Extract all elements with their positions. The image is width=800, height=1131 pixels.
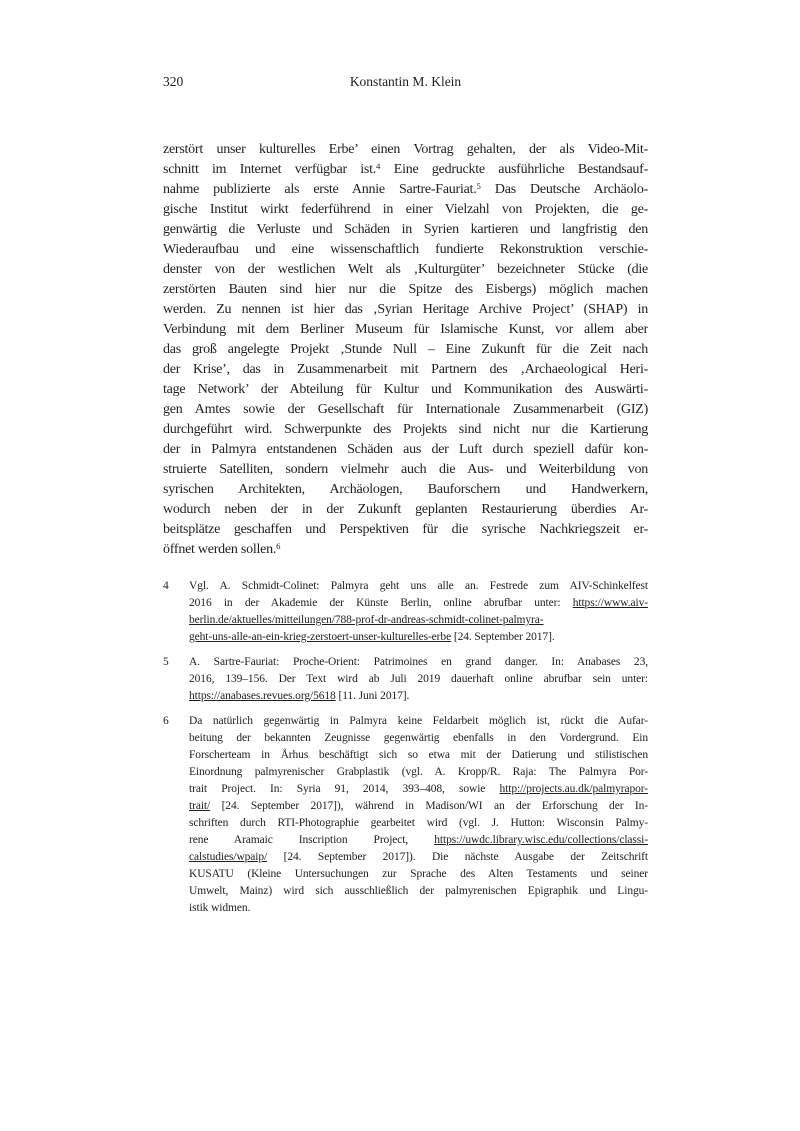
text-segment: gische Institut wirkt federführend in einer Vielzahl von Projekten, die ge- (163, 202, 648, 217)
text-segment: Verbindung mit dem Berliner Museum für Islamische Kunst, vor allem aber (163, 322, 648, 337)
hyperlink[interactable]: berlin.de/aktuelles/mitteilungen/788-prof-dr-andreas-schmidt-colinet-palmyra- (189, 614, 544, 626)
text-segment: [24. September 2017]. (451, 631, 555, 643)
text-line (163, 500, 648, 520)
text-line (189, 595, 648, 612)
text-line (163, 300, 648, 320)
text-line (163, 240, 648, 260)
hyperlink[interactable]: trait/ (189, 800, 211, 812)
text-line (189, 764, 648, 781)
text-line (189, 747, 648, 764)
text-segment: nahme publizierte als erste Annie Sartre-Fauriat. (163, 182, 477, 197)
text-line (189, 815, 648, 832)
text-line (163, 400, 648, 420)
footnote (163, 654, 648, 705)
text-segment: gen Amtes sowie der Gesellschaft für Internationale Zusammenarbeit (GIZ) (163, 402, 648, 417)
text-line (163, 460, 648, 480)
text-line (163, 180, 648, 200)
page-number: 320 (163, 74, 184, 89)
text-line (189, 578, 648, 595)
text-line (163, 420, 648, 440)
text-line (163, 340, 648, 360)
text-segment: 2016 in der Akademie der Künste Berlin, online abrufbar unter: (189, 597, 573, 609)
text-segment: Umwelt, Mainz) wird sich ausschließlich der palmyrenischen Epigraphik und Lingu- (189, 885, 648, 897)
text-segment: Vgl. A. Schmidt-Colinet: Palmyra geht uns alle an. Festrede zum AIV-Schinkelfest (189, 580, 648, 592)
text-segment: das groß angelegte Projekt ‚Stunde Null – Eine Zukunft für die Zeit nach (163, 342, 648, 357)
text-segment: tage Network’ der Abteilung für Kultur und Kommunikation des Auswärti- (163, 382, 648, 397)
text-line (163, 540, 648, 560)
text-segment: beitung der bekannten Zeugnisse gegenwärtig ebenfalls in den Vordergrund. Ein (189, 732, 648, 744)
text-segment: KUSATU (Kleine Untersuchungen zur Sprache des Alten Testaments und seiner (189, 868, 648, 880)
text-segment: denster von der westlichen Welt als ‚Kulturgüter’ bezeichneter Stücke (die (163, 262, 648, 277)
text-line (189, 900, 648, 917)
text-segment: [24. September 2017]), während in Madison/WI an der Erforschung der In- (210, 800, 648, 812)
text-segment: Eine gedruckte ausführliche Bestandsauf- (380, 162, 648, 177)
footnote (163, 713, 648, 917)
hyperlink[interactable]: geht-uns-alle-an-ein-krieg-zerstoert-unser-kulturelles-erbe (189, 631, 452, 643)
text-segment: wodurch neben der in der Zukunft geplanten Restaurierung überdies Ar- (163, 502, 648, 517)
text-segment: trait Project. In: Syria 91, 2014, 393–408, sowie (189, 783, 500, 795)
footnote-text (189, 654, 648, 705)
text-segment: schnitt im Internet verfügbar ist. (163, 162, 377, 177)
footnote-marker: 6 (276, 540, 281, 551)
text-line (189, 798, 648, 815)
text-segment: Einordnung palmyrenischer Grabplastik (vgl. A. Kropp/R. Raja: The Palmyra Por- (189, 766, 648, 778)
text-segment: der Krise’, das in Zusammenarbeit mit Partnern des ‚Archaeological Heri- (163, 362, 648, 377)
footnote-text (189, 713, 648, 917)
footnotes-section (163, 578, 648, 925)
text-line (189, 832, 648, 849)
text-segment: Forscherteam in Århus beschäftigt sich so etwa mit der Datierung und stilistischen (189, 749, 648, 761)
hyperlink[interactable]: https://www.aiv- (572, 597, 648, 609)
text-segment: struierte Satelliten, sondern vielmehr auch die Aus- und Weiterbildung von (163, 462, 648, 477)
text-line (163, 160, 648, 180)
text-line (189, 866, 648, 883)
text-segment: Da natürlich gegenwärtig in Palmyra keine Feldarbeit möglich ist, rückt die Aufar- (189, 715, 648, 727)
text-segment: zerstört unser kulturelles Erbe’ einen Vortrag gehalten, der als Video-Mit- (163, 142, 648, 157)
text-line (189, 781, 648, 798)
text-line (163, 520, 648, 540)
text-segment: durchgeführt wird. Schwerpunkte des Projekts sind nicht nur die Kartierung (163, 422, 648, 437)
footnote-text (189, 578, 648, 646)
text-segment: Wiederaufbau und eine wissenschaftlich fundierte Rekonstruktion verschie- (163, 242, 648, 257)
hyperlink[interactable]: https://uwdc.library.wisc.edu/collections/classi- (434, 834, 648, 846)
text-segment: syrischen Architekten, Archäologen, Bauforschern und Handwerkern, (163, 482, 648, 497)
text-segment: genwärtig die Verluste und Schäden in Syrien kartieren und langfristig den (163, 222, 648, 237)
text-line (189, 849, 648, 866)
footnote-marker: 4 (376, 160, 381, 171)
text-line (163, 280, 648, 300)
text-line (163, 220, 648, 240)
text-line (163, 380, 648, 400)
text-segment: Das Deutsche Archäolo- (480, 182, 648, 197)
text-line (189, 730, 648, 747)
text-line (163, 480, 648, 500)
footnote-number: 4 (163, 580, 169, 592)
text-line (189, 629, 648, 646)
text-segment: 2016, 139–156. Der Text wird ab Juli 2019 dauerhaft online abrufbar sein unter: (189, 673, 648, 685)
text-line (189, 671, 648, 688)
footnote-number: 6 (163, 715, 169, 727)
text-segment: [11. Juni 2017]. (335, 690, 410, 702)
text-line (163, 320, 648, 340)
text-line (163, 440, 648, 460)
text-segment: schriften durch RTI-Photographie gearbeitet wird (vgl. J. Hutton: Wisconsin Palmy- (189, 817, 648, 829)
text-line (189, 612, 648, 629)
text-segment: der in Palmyra entstandenen Schäden aus der Luft durch speziell dafür kon- (163, 442, 648, 457)
hyperlink[interactable]: http://projects.au.dk/palmyrapor- (499, 783, 648, 795)
text-line (189, 883, 648, 900)
text-segment: [24. September 2017]). Die nächste Ausgabe der Zeitschrift (267, 851, 648, 863)
hyperlink[interactable]: https://anabases.revues.org/5618 (189, 690, 336, 702)
running-title: Konstantin M. Klein (349, 74, 462, 89)
text-line (163, 360, 648, 380)
text-segment: A. Sartre-Fauriat: Proche-Orient: Patrimoines en grand danger. In: Anabases 23, (189, 656, 648, 668)
footnote (163, 578, 648, 646)
text-line (163, 200, 648, 220)
body-paragraph (163, 140, 648, 560)
text-segment: öffnet werden sollen. (163, 542, 277, 557)
text-segment: rene Aramaic Inscription Project, (189, 834, 435, 846)
running-header (163, 74, 648, 92)
text-line (163, 140, 648, 160)
text-line (163, 260, 648, 280)
text-segment: werden. Zu nennen ist hier das ‚Syrian Heritage Archive Project’ (SHAP) in (163, 302, 648, 317)
text-line (189, 654, 648, 671)
footnote-marker: 5 (476, 180, 481, 191)
text-line (189, 713, 648, 730)
hyperlink[interactable]: calstudies/wpaip/ (189, 851, 268, 863)
text-segment: zerstörten Bauten sind hier nur die Spitze des Eisbergs) möglich machen (163, 282, 648, 297)
footnote-number: 5 (163, 656, 169, 668)
text-segment: beitsplätze geschaffen und Perspektiven für die syrische Nachkriegszeit er- (163, 522, 648, 537)
text-segment: istik widmen. (189, 902, 251, 914)
text-line (189, 688, 648, 705)
